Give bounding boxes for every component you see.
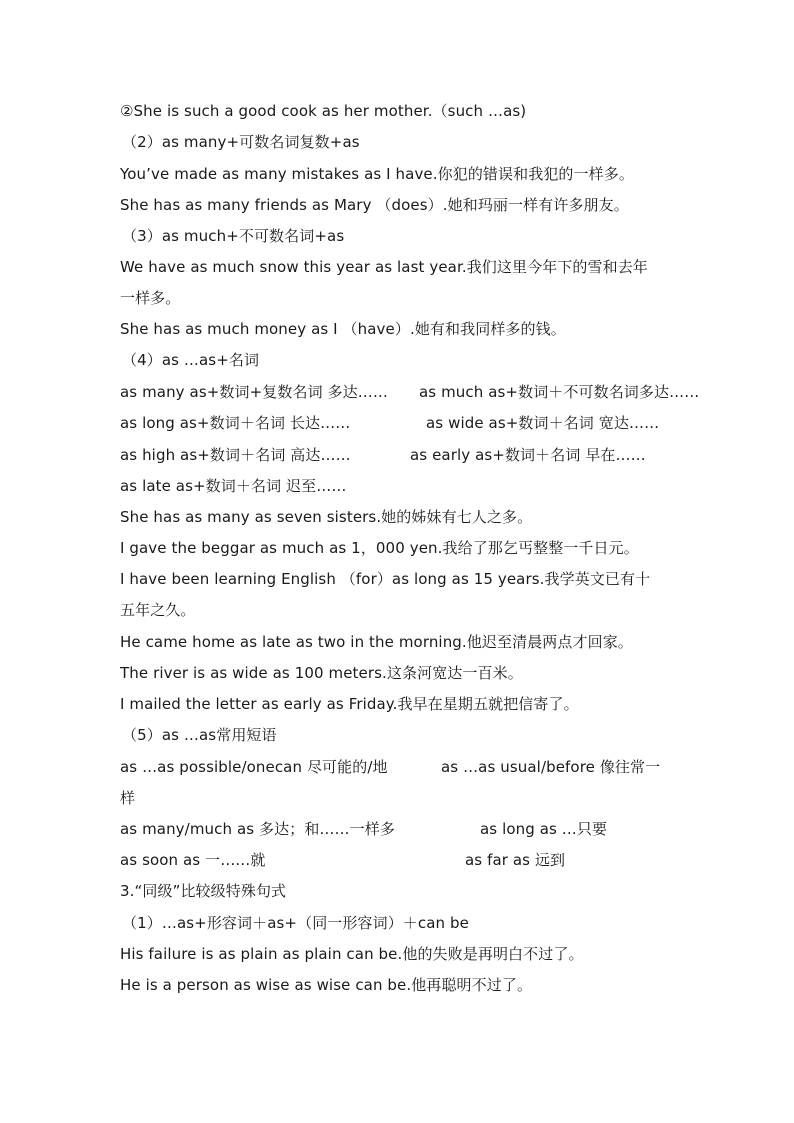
text-line: 一样多。 <box>120 289 181 307</box>
text-line: She has as much money as I （have）.她有和我同样多的钱。 <box>120 320 566 338</box>
text-line: The river is as wide as 100 meters.这条河宽达一百米。 <box>120 664 523 682</box>
phrase-left: as long as+数词＋名词 长达…… <box>120 414 351 432</box>
phrase-left: as high as+数词＋名词 高达…… <box>120 446 351 464</box>
text-line: She has as many as seven sisters.她的姊妹有七人之多。 <box>120 508 533 526</box>
text-line: You’ve made as many mistakes as I have.你犯的错误和我犯的一样多。 <box>120 165 634 183</box>
section-heading: （3）as much+不可数名词+as <box>122 227 345 245</box>
phrase-right: as early as+数词＋名词 早在…… <box>410 446 646 464</box>
text-line: I gave the beggar as much as 1，000 yen.我给了那乞丐整整一千日元。 <box>120 539 639 557</box>
text-line: 样 <box>120 789 136 807</box>
phrase-right: as long as …只要 <box>480 820 608 838</box>
phrase-right: as far as 远到 <box>465 851 566 869</box>
phrase-left: as …as possible/onecan 尽可能的/地 <box>120 758 388 776</box>
phrase-left: as late as+数词＋名词 迟至…… <box>120 477 347 495</box>
text-line: He came home as late as two in the morning.他迟至清晨两点才回家。 <box>120 633 633 651</box>
phrase-right: as much as+数词＋不可数名词多达…… <box>419 383 700 401</box>
section-heading: （2）as many+可数名词复数+as <box>122 133 360 151</box>
text-line: He is a person as wise as wise can be.他再聪明不过了。 <box>120 976 533 994</box>
text-line: His failure is as plain as plain can be.他的失败是再明白不过了。 <box>120 945 584 963</box>
text-line: I mailed the letter as early as Friday.我早在星期五就把信寄了。 <box>120 695 579 713</box>
phrase-right: as wide as+数词＋名词 宽达…… <box>426 414 660 432</box>
section-heading: （1）…as+形容词＋as+（同一形容词）＋can be <box>122 914 469 932</box>
text-line: ②She is such a good cook as her mother.（such …as) <box>120 102 527 120</box>
text-line: We have as much snow this year as last year.我们这里今年下的雪和去年 <box>120 258 648 276</box>
section-heading: （5）as …as常用短语 <box>122 726 277 744</box>
phrase-left: as soon as 一……就 <box>120 851 266 869</box>
text-line: I have been learning English （for）as long as 15 years.我学英文已有十 <box>120 570 651 588</box>
text-line: 五年之久。 <box>120 601 196 619</box>
text-line: She has as many friends as Mary （does）.她和玛丽一样有许多朋友。 <box>120 196 629 214</box>
phrase-right: as …as usual/before 像往常一 <box>441 758 661 776</box>
section-heading: （4）as …as+名词 <box>122 351 260 369</box>
phrase-left: as many as+数词+复数名词 多达…… <box>120 383 388 401</box>
phrase-left: as many/much as 多达；和……一样多 <box>120 820 395 838</box>
section-heading: 3.“同级”比较级特殊句式 <box>120 882 287 900</box>
